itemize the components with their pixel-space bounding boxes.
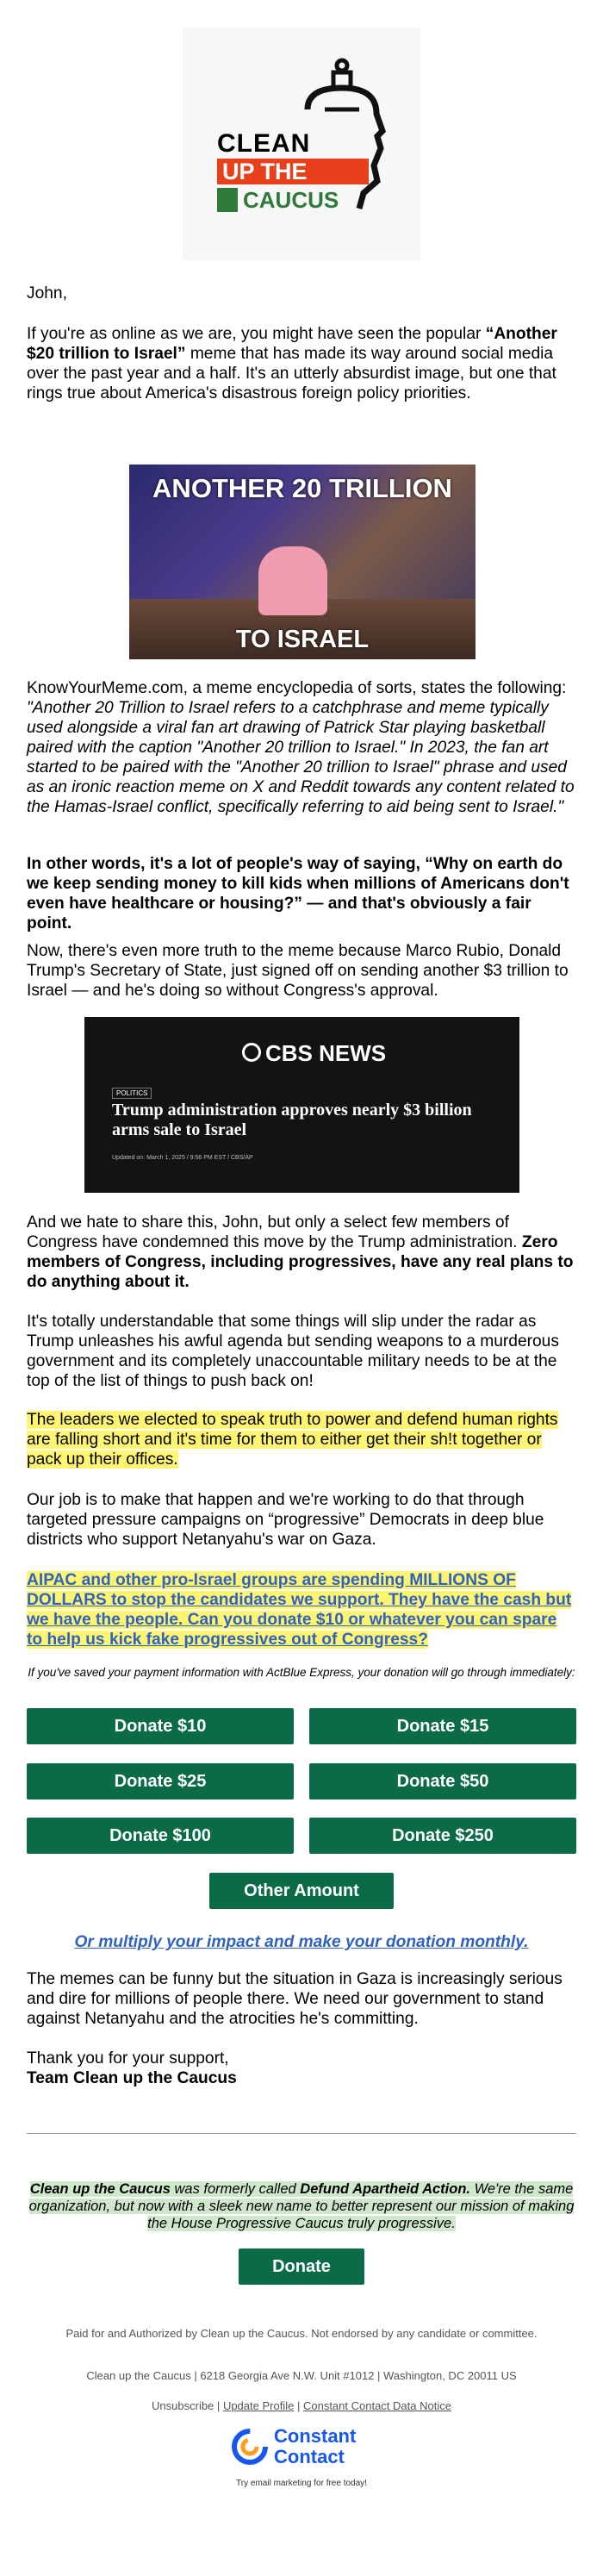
kym-quote: "Another 20 Trillion to Israel refers to a catchphrase and meme typically used alongside a viral fan art drawing of Patrick Star playing basketball paired with the caption "Another 20 trillion to Israel." In 2023, the fan art started to be paired with the "Another 20 trillion to Israel" phrase and used as an ironic reaction meme on X and Reddit towards any content related to the Hamas-Israel conflict, specifically referring to aid being sent to Israel." xyxy=(27,699,575,816)
meme-top-caption: ANOTHER 20 TRILLION xyxy=(152,473,452,503)
unsubscribe-link[interactable]: Unsubscribe xyxy=(152,2399,214,2412)
aipac-donate-link[interactable]: AIPAC and other pro-Israel groups are spending MILLIONS OF DOLLARS to stop the candidates we support. They have the cash but we have the people. Can you donate $10 or whatever you can spare to help us kick fake progressives out of Congress? xyxy=(27,1571,572,1649)
monthly-donation-link[interactable]: Or multiply your impact and make your donation monthly. xyxy=(74,1933,529,1951)
data-notice-link[interactable]: Constant Contact Data Notice xyxy=(302,2399,451,2412)
section-divider xyxy=(27,2133,576,2134)
footer-sep-2: | xyxy=(296,2399,301,2412)
patrick-star-figure xyxy=(258,546,327,615)
signature: Team Clean up the Caucus xyxy=(27,2069,237,2087)
logo-caucus: CAUCUS xyxy=(243,187,339,213)
meme-image xyxy=(129,465,476,659)
rename-mid: was formerly called xyxy=(170,2181,301,2197)
logo-clean: CLEAN xyxy=(217,129,311,158)
donate-250-button[interactable]: Donate $250 xyxy=(309,1818,576,1854)
cbs-brand: CBS NEWS xyxy=(265,1040,387,1066)
rename-name2: Defund Apartheid Action. xyxy=(300,2181,470,2197)
cbs-tag: POLITICS xyxy=(112,1088,152,1099)
donate-button[interactable]: Donate xyxy=(239,2249,364,2285)
donate-25-button[interactable]: Donate $25 xyxy=(27,1763,294,1799)
knowyourmeme-paragraph xyxy=(27,678,576,817)
greeting: John, xyxy=(27,284,67,303)
radar-paragraph: It's totally understandable that some things will slip under the radar as Trump unleashes his awful agenda but sending weapons to a murderous government and its completely unaccountable military needs to be at the top of the list of things to push back on! xyxy=(27,1313,559,1390)
constant-contact-swirl-icon xyxy=(231,2428,269,2466)
meme-bottom-caption: TO ISRAEL xyxy=(235,626,370,653)
zero-members: Zero members of Congress, including progressives, have any real plans to do anything about it. xyxy=(27,1233,574,1291)
cc-line2: Contact xyxy=(274,2446,345,2467)
paid-for-disclaimer: Paid for and Authorized by Clean up the Caucus. Not endorsed by any candidate or committee. xyxy=(65,2327,538,2340)
actblue-note: If you've saved your payment information with ActBlue Express, your donation will go through immediately: xyxy=(28,1666,575,1679)
gaza-paragraph: The memes can be funny but the situation in Gaza is increasingly serious and dire for millions of people there. We need our government to stand against Netanyahu and the atrocities he's committing. xyxy=(27,1970,563,2028)
rename-rest: We're the same organization, but now with a sleek new name to better represent our mission of making the House Progressive Caucus truly progressive. xyxy=(28,2181,575,2231)
meme-phrase: “Another $20 trillion to Israel” xyxy=(27,325,557,363)
logo-green-block xyxy=(217,188,238,212)
rename-notice xyxy=(29,2181,575,2231)
footer-links xyxy=(0,2399,603,2412)
other-words-paragraph: In other words, it's a lot of people's way of saying, “Why on earth do we keep sending money to kill kids when millions of Americans don't even have healthcare or housing?” — and that's obviously a fair point. xyxy=(27,855,569,932)
cbs-headline: Trump administration approves nearly $3 billion arms sale to Israel xyxy=(112,1101,472,1139)
logo-up-the: UP THE xyxy=(217,159,369,184)
signoff: Thank you for your support, xyxy=(27,2049,229,2068)
mailing-address: Clean up the Caucus | 6218 Georgia Ave N.W. Unit #1012 | Washington, DC 20011 US xyxy=(86,2369,517,2382)
donate-100-button[interactable]: Donate $100 xyxy=(27,1818,294,1854)
donate-50-button[interactable]: Donate $50 xyxy=(309,1763,576,1799)
donate-15-button[interactable]: Donate $15 xyxy=(309,1708,576,1744)
rename-name1: Clean up the Caucus xyxy=(29,2181,171,2197)
aipac-paragraph-wrap xyxy=(27,1570,576,1650)
kym-pre: KnowYourMeme.com, a meme encyclopedia of sorts, states the following: xyxy=(27,679,567,697)
cbs-eye-icon xyxy=(242,1043,261,1062)
leaders-paragraph-wrap xyxy=(27,1410,576,1469)
rubio-paragraph: Now, there's even more truth to the meme because Marco Rubio, Donald Trump's Secretary of State, just signed off on sending another $3 trillion to Israel — and he's doing so without Congress's approval. xyxy=(27,942,569,1000)
cbs-meta: Updated on: March 1, 2025 / 9:56 PM EST / CBS/AP xyxy=(112,1155,253,1161)
cc-tagline[interactable]: Try email marketing for free today! xyxy=(236,2479,367,2488)
condemn-pre: And we hate to share this, John, but only a select few members of Congress have condemned this move by the Trump administration. xyxy=(27,1213,522,1251)
constant-contact-logo[interactable] xyxy=(231,2426,377,2473)
intro-post: meme that has made its way around social media over the past year and a half. It's an utterly absurdist image, but one that rings true about America's disastrous foreign policy priorities. xyxy=(27,345,556,402)
footer-sep-1: | xyxy=(216,2399,221,2412)
condemn-paragraph xyxy=(27,1213,576,1292)
cc-line1: Constant xyxy=(274,2425,357,2447)
donate-10-button[interactable]: Donate $10 xyxy=(27,1708,294,1744)
job-paragraph: Our job is to make that happen and we're working to do that through targeted pressure campaigns on “progressive” Democrats in deep blue districts who support Netanyahu's war on Gaza. xyxy=(27,1491,544,1549)
cbs-news-image xyxy=(84,1017,519,1193)
update-profile-link[interactable]: Update Profile xyxy=(222,2399,295,2412)
intro-paragraph xyxy=(27,324,576,403)
other-amount-button[interactable]: Other Amount xyxy=(209,1873,394,1909)
leaders-paragraph: The leaders we elected to speak truth to power and defend human rights are falling short and it's time for them to either get their sh!t together or pack up their offices. xyxy=(27,1411,558,1469)
logo-panel xyxy=(183,28,420,260)
intro-pre: If you're as online as we are, you might have seen the popular xyxy=(27,325,486,343)
